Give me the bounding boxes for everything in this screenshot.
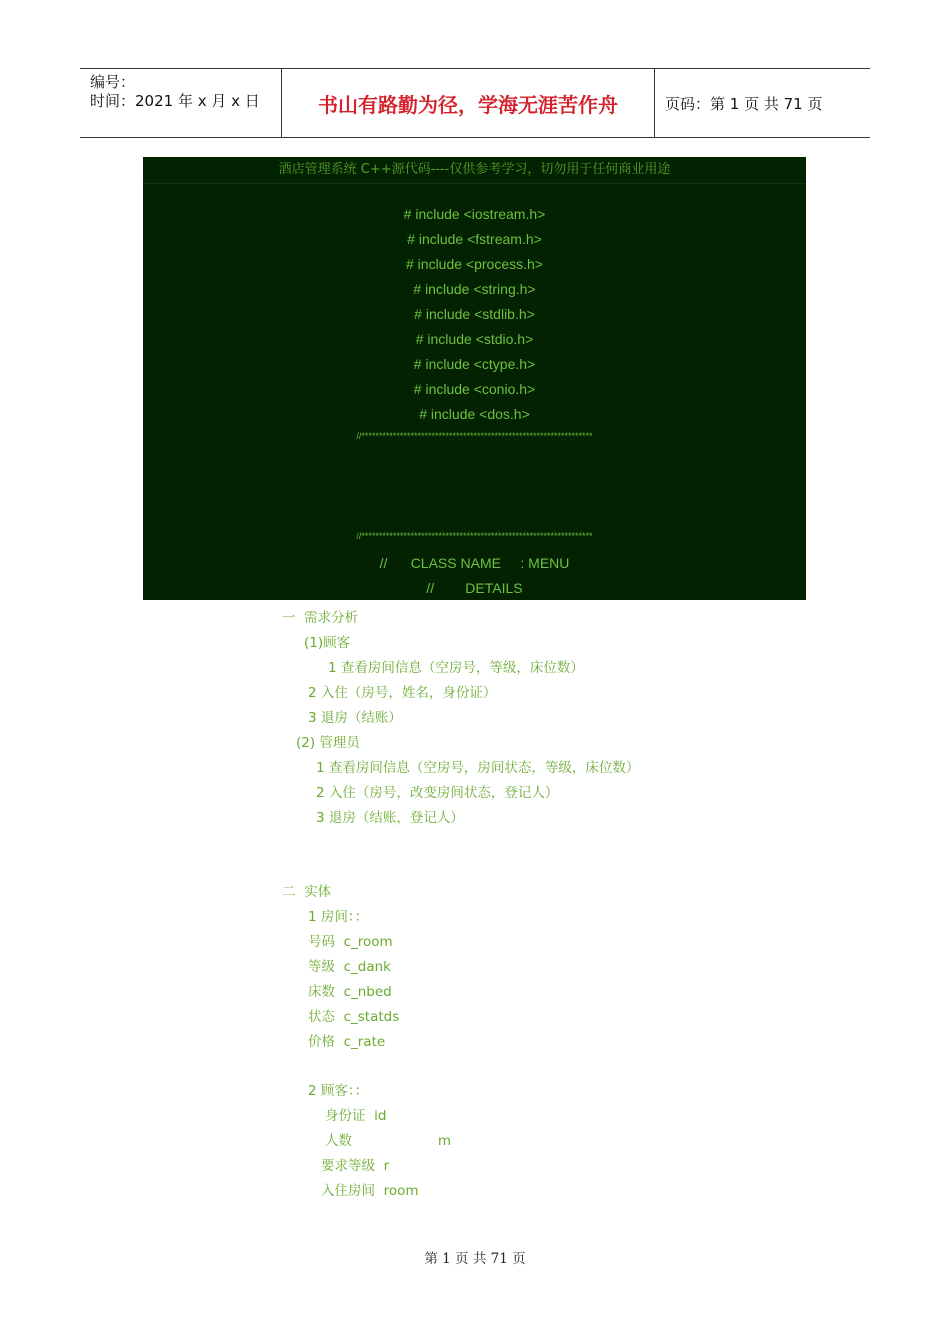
motto: 书山有路勤为径，学海无涯苦作舟 [318,93,618,117]
field-item: 入住房间 room [321,1183,419,1199]
code-title: 酒店管理系统 C++源代码----仅供参考学习，切勿用于任何商业用途 [143,157,806,184]
separator-comment: //****************************************************************** [356,531,593,541]
class-name-comment: // CLASS NAME : MENU [379,555,570,571]
page-header [80,68,870,138]
admin-subheading: (2) 管理员 [296,735,360,751]
include-line: # include <stdlib.h> [414,306,535,322]
header-meta [80,69,282,137]
header-page-cell [655,69,870,137]
field-item: 价格 c_rate [308,1034,386,1050]
details-comment: // DETAILS [426,580,523,596]
page-info: 页码：第 1 页 共 71 页 [665,95,823,113]
time-label: 时间：2021 年 x 月 x 日 [90,92,260,110]
section-heading: 一 需求分析 [282,610,359,626]
field-item: 床数 c_nbed [308,984,392,1000]
field-item: 号码 c_room [308,934,393,950]
include-line: # include <ctype.h> [413,356,536,372]
include-line: # include <fstream.h> [407,231,542,247]
list-item: 2 入住（房号，改变房间状态，登记人） [316,785,559,801]
header-motto-cell [282,69,655,137]
page-footer: 第 1 页 共 71 页 [424,1251,526,1267]
list-item: 3 退房（结账，登记人） [316,810,464,826]
separator-comment: //****************************************************************** [356,431,593,441]
field-item: 状态 c_statds [308,1009,400,1025]
field-item: 要求等级 r [321,1158,390,1174]
number-label: 编号： [90,73,136,91]
field-item: 人数 m [325,1133,451,1149]
include-line: # include <iostream.h> [403,206,546,222]
code-block [143,157,806,600]
include-line: # include <dos.h> [419,406,530,422]
field-item: 等级 c_dank [308,959,391,975]
field-item: 身份证 id [325,1108,387,1124]
list-item: 3 退房（结账） [308,710,402,726]
list-item: 1 查看房间信息（空房号，等级，床位数） [328,660,584,676]
room-entity-title: 1 房间：： [308,909,369,925]
list-item: 2 入住（房号，姓名，身份证） [308,685,497,701]
include-line: # include <process.h> [406,256,543,272]
list-item: 1 查看房间信息（空房号，房间状态，等级，床位数） [316,760,640,776]
section-heading: 二 实体 [282,884,332,900]
include-line: # include <stdio.h> [415,331,534,347]
include-line: # include <string.h> [413,281,536,297]
guest-entity-title: 2 顾客：： [308,1083,369,1099]
guest-subheading: (1)顾客 [304,635,351,651]
include-line: # include <conio.h> [413,381,536,397]
